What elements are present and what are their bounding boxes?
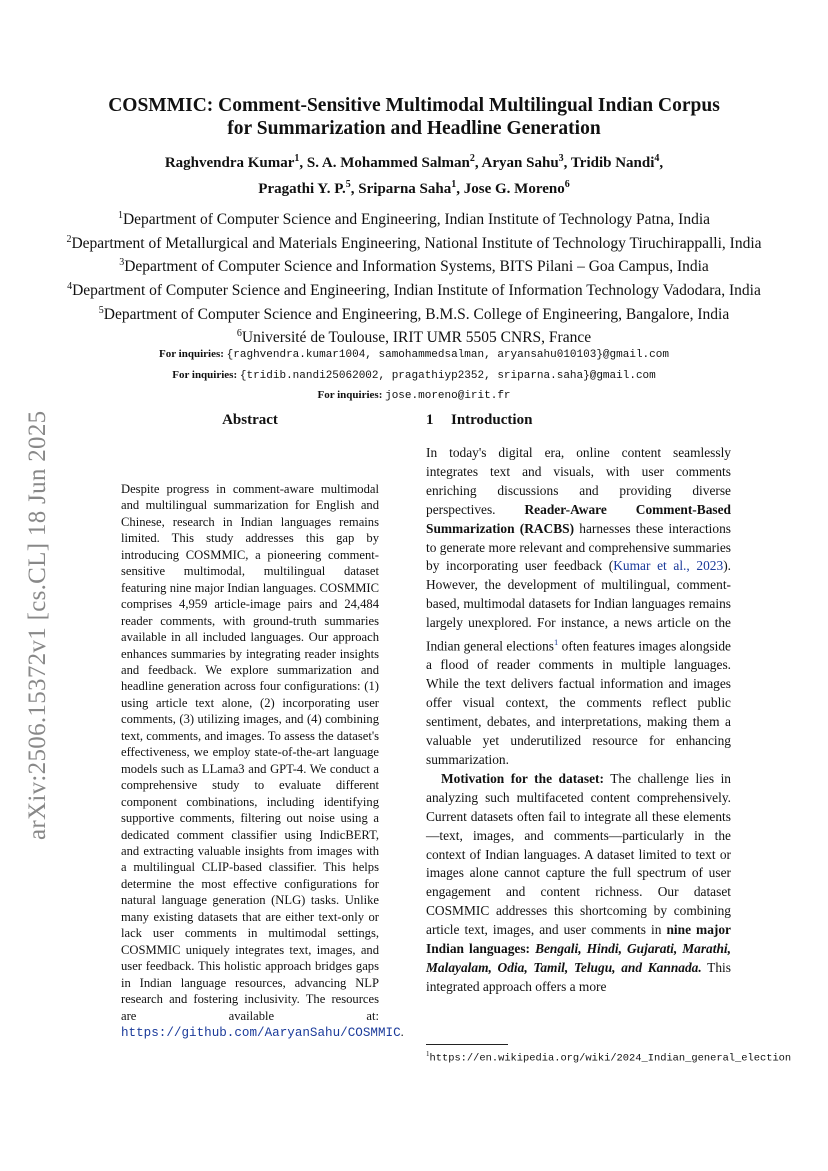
introduction-column [426, 412, 731, 997]
abstract-heading: Abstract [222, 412, 278, 428]
author-affil-mark: 4 [654, 153, 660, 164]
author-name: Pragathi Y. P. [258, 181, 346, 197]
arxiv-identifier-stamp: arXiv:2506.15372v1 [cs.CL] 18 Jun 2025 [24, 410, 51, 840]
inquiry-label: For inquiries: [317, 389, 383, 401]
footnote-divider [426, 1044, 508, 1045]
section-title: Introduction [451, 412, 533, 428]
paragraph-text: ). However, the development of multilingual, comment-based, multimodal datasets for Indian languages remains largely unexplored. For instance, a news article on the Indian general elections [426, 558, 731, 654]
title-block [0, 94, 828, 200]
paragraph-text: The challenge lies in analyzing such multifaceted content comprehensively. Current datasets often fail to integrate all these elements—text, images, and comments—particularly in the context of Indian languages. A dataset limited to text or images alone cannot capture the full spectrum of user engagement and content richness. Our dataset COSMMIC addresses this shortcoming by combining article text, images, and user comments in [426, 770, 731, 938]
affiliation-mark: 4 [67, 280, 73, 292]
affiliation-mark: 3 [119, 257, 125, 269]
contact-inquiries [0, 345, 828, 407]
abstract-column [121, 412, 404, 1041]
footnote-url[interactable]: https://en.wikipedia.org/wiki/2024_Indian_general_election [429, 1052, 792, 1065]
author-name: Aryan Sahu [481, 155, 559, 171]
affiliation-text: Department of Computer Science and Engineering, Indian Institute of Information Technology Vadodara, India [72, 282, 761, 300]
inquiry-label: For inquiries: [172, 368, 238, 381]
author-name: S. A. Mohammed Salman [306, 155, 470, 171]
paragraph-text: often features images alongside a flood of reader comments in multiple languages. While the text delivers factual information and images offer visual context, the comments reflect public sentiment, debates, and interpretations, making them a valuable yet underutilized resource for enhancing summarization. [426, 638, 732, 767]
affiliation-mark: 2 [66, 233, 72, 245]
section-heading-introduction [426, 412, 731, 429]
footnote-marker[interactable]: 1 [554, 637, 559, 648]
paragraph-text: harnesses these interactions to generate more relevant and comprehensive summaries by incorporating user feedback ( [426, 520, 731, 574]
author-affil-mark: 5 [345, 179, 351, 190]
citation-link[interactable]: Kumar et al., 2023 [613, 558, 724, 574]
inquiry-emails[interactable]: jose.moreno@irit.fr [385, 390, 511, 402]
paper-title-line-2: for Summarization and Headline Generation [227, 118, 601, 139]
bold-term: Reader-Aware Comment-Based Summarization (RACBS) [426, 501, 731, 536]
author-line-2: Pragathi Y. P.$^5$, Sriparna Saha$^1$, Jose G. Moreno$^6$ [258, 179, 570, 197]
affiliation-mark: 5 [98, 304, 104, 316]
affiliation [0, 253, 828, 277]
abstract-text: Despite progress in comment-aware multimodal and multilingual summarization for English and Chinese, research in Indian languages remains limited. This study addresses this gap by introducing COSMMIC, a pioneering comment-sensitive multimodal, multilingual dataset featuring nine major Indian languages. COSMMIC comprises 4,959 article-image pairs and 24,484 reader comments, with ground-truth summaries available in all included languages. Our approach enhances summaries by integrating reader insights and feedback. We explore summarization and headline generation across four configurations: (1) using article text alone, (2) incorporating user comments, (3) utilizing images, and (4) combining text, comments, and images. To assess the dataset's effectiveness, we employ state-of-the-art language models such as LLama3 and GPT-4. We conduct a comprehensive study to evaluate different component combinations, including identifying supportive comments, filtering out noise using a dedicated comment classifier using IndicBERT, and extracting valuable insights from images with a multilingual CLIP-based classifier. This helps determine the most effective configurations for natural language generation (NLG) tasks. Unlike many existing datasets that are either text-only or lack user comments in multimodal settings, COSMMIC uniquely integrates text, images, and user feedback. This holistic approach bridges gaps in Indian language resources, advancing NLP research and fostering inclusivity. The resources are available at: [121, 482, 379, 1023]
language-list: Bengali, Hindi, Gujarati, Marathi, Malayalam, Odia, Tamil, Telugu, and Kannada. [426, 941, 731, 975]
inquiry-emails[interactable]: {tridib.nandi25062002, pragathiyp2352, sriparna.saha}@gmail.com [239, 369, 656, 382]
affiliation-text: Department of Computer Science and Engineering, B.M.S. College of Engineering, Bangalore, India [103, 305, 730, 323]
paragraph-text: In today's digital era, online content seamlessly integrates text and visuals, with user comments enriching discussions and providing diverse perspectives. [426, 445, 731, 517]
author-affil-mark: 2 [469, 153, 475, 164]
author-name: Sriparna Saha [358, 181, 452, 197]
intro-paragraph-2 [426, 770, 731, 997]
paragraph-lead: Motivation for the dataset: [441, 770, 604, 786]
affiliation-text: Department of Metallurgical and Materials Engineering, National Institute of Technology Tiruchirappalli, India [71, 234, 762, 252]
affiliation [0, 206, 828, 230]
inquiry-line [0, 386, 828, 407]
affiliation [0, 230, 828, 254]
footnote [426, 1047, 792, 1066]
affiliation-text: Université de Toulouse, IRIT UMR 5505 CNRS, France [241, 329, 592, 347]
paper-title-line-1: COSMMIC: Comment-Sensitive Multimodal Multilingual Indian Corpus [108, 95, 720, 116]
inquiry-emails[interactable]: {raghvendra.kumar1004, samohammedsalman, aryansahu010103}@gmail.com [226, 349, 669, 361]
author-list [0, 148, 828, 200]
github-link[interactable]: https://github.com/AaryanSahu/COSMMIC [121, 1025, 401, 1040]
footnote-number: 1 [426, 1050, 430, 1058]
bold-term: nine major Indian languages: [426, 922, 732, 957]
abstract-end: . [400, 1024, 404, 1039]
author-affil-mark: 1 [451, 179, 457, 190]
author-name: Jose G. Moreno [463, 181, 565, 197]
affiliation [0, 277, 828, 301]
affiliation-text: Department of Computer Science and Engineering, Indian Institute of Technology Patna, India [122, 211, 711, 229]
inquiry-line [0, 345, 828, 366]
author-affil-mark: 1 [294, 153, 300, 164]
author-name: Raghvendra Kumar [164, 155, 295, 171]
author-line-1: Raghvendra Kumar$^1$, S. A. Mohammed Salman$^2$, Aryan Sahu$^3$, Tridib Nandi$^4$, [164, 153, 664, 171]
inquiry-line [0, 366, 828, 387]
intro-paragraph-1 [426, 444, 731, 770]
paragraph-text: This integrated approach offers a more [426, 959, 731, 994]
affiliation [0, 301, 828, 325]
abstract-body [121, 481, 404, 1041]
author-name: Tridib Nandi [570, 155, 655, 171]
author-affil-mark: 3 [558, 153, 564, 164]
affiliation-text: Department of Computer Science and Information Systems, BITS Pilani – Goa Campus, India [124, 258, 709, 276]
affiliation-list [0, 206, 828, 348]
inquiry-label: For inquiries: [159, 348, 224, 360]
affiliation-mark: 1 [117, 210, 123, 221]
affiliation-mark: 6 [236, 328, 242, 340]
author-affil-mark: 6 [564, 179, 570, 190]
section-number: 1 [426, 412, 434, 428]
